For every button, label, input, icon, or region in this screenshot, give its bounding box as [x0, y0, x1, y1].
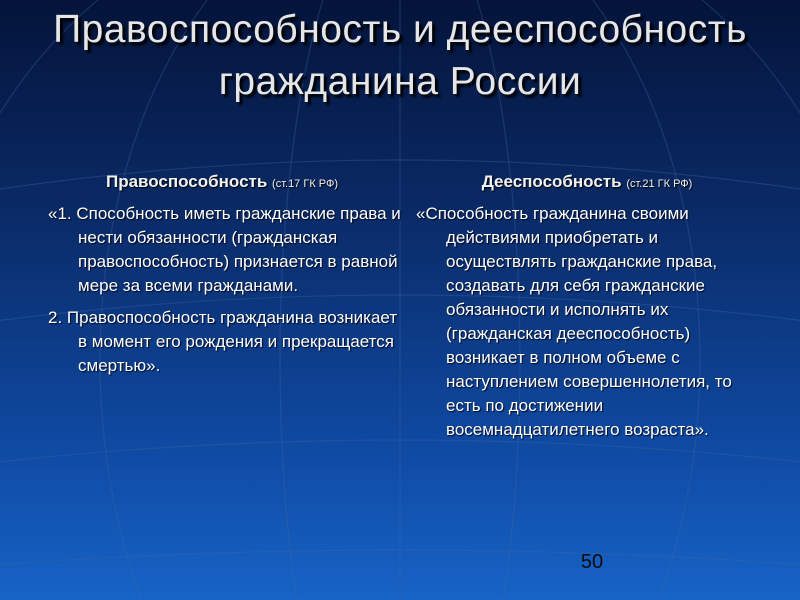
right-column-heading [412, 170, 762, 196]
left-column-heading [42, 170, 402, 196]
right-heading-text: Дееспособность [481, 172, 622, 191]
left-paragraph-1: «1. Способность иметь гражданские права и нести обязанности (гражданская правоспособность) признается в равной мере за всеми гражданами. [48, 204, 401, 295]
right-column [412, 170, 762, 450]
slide-title: Правоспособность и дееспособность гражданина России [53, 8, 747, 103]
left-heading-text: Правоспособность [105, 172, 268, 191]
right-heading-reference: (ст.21 ГК РФ) [626, 178, 693, 190]
page-number: 50 [580, 551, 604, 573]
left-column [42, 170, 402, 386]
left-heading-reference: (ст.17 ГК РФ) [272, 178, 339, 190]
right-paragraph-1: «Способность гражданина своими действиями приобретать и осуществлять гражданские права, создавать для себя гражданские обязанности и исполнять их (гражданская дееспособность) возникает в полном объеме с наступлением совершеннолетия, то есть по достижении восемнадцатилетнего возраста». [416, 204, 732, 439]
left-paragraph-2: 2. Правоспособность гражданина возникает в момент его рождения и прекращается смертью». [48, 308, 398, 375]
